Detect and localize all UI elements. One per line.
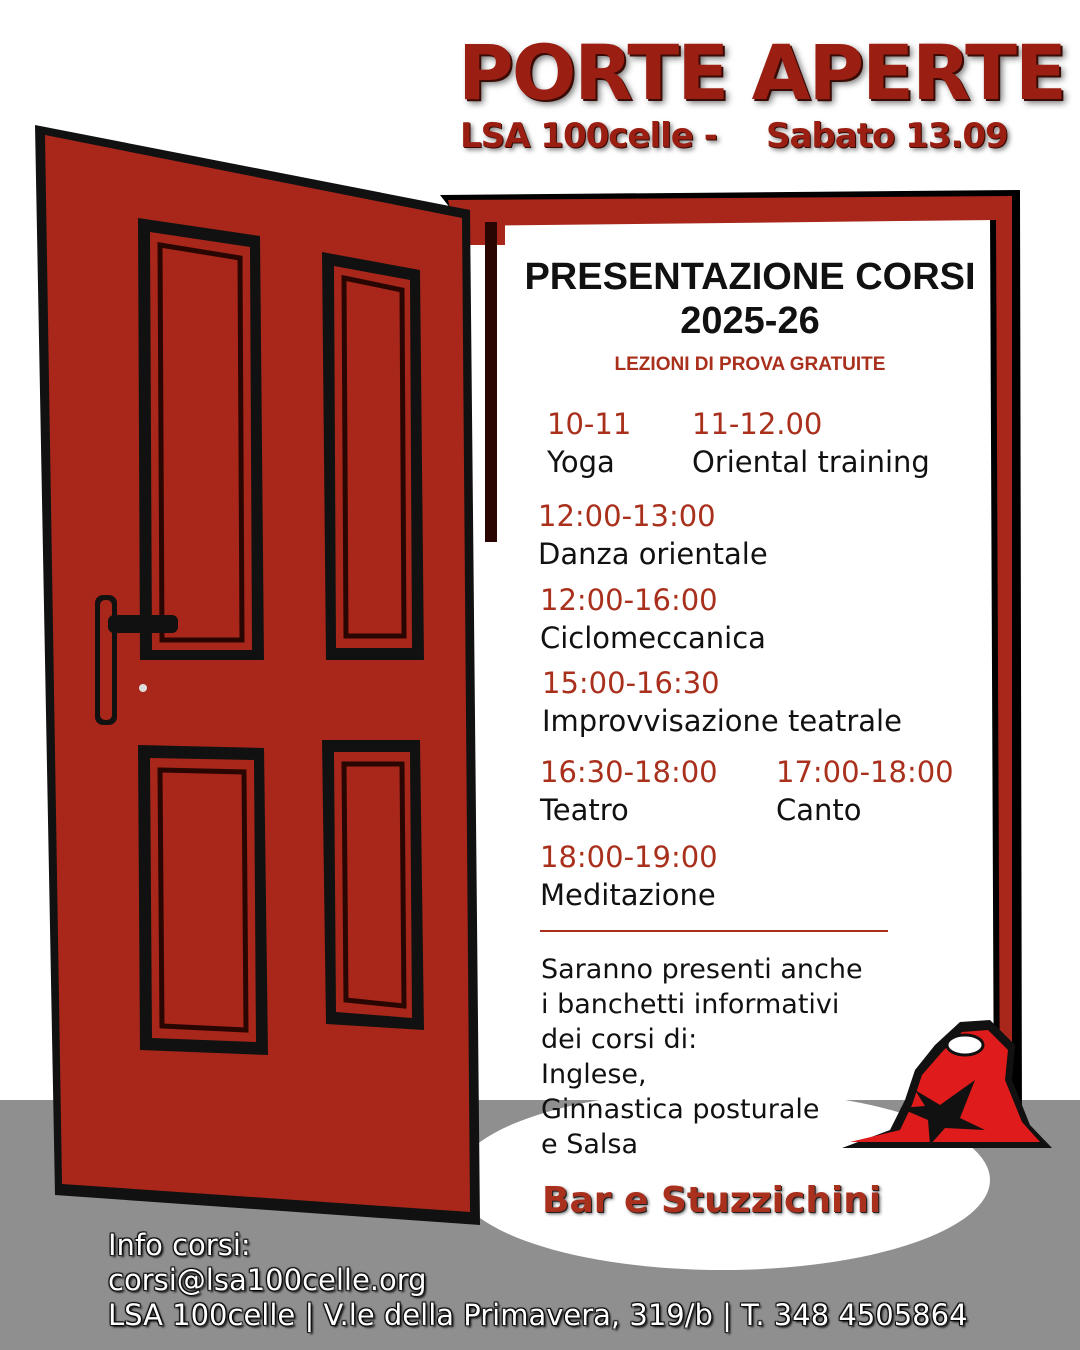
footer-info-label: Info corsi: [108,1228,251,1262]
schedule-slot-canto [776,754,954,830]
panel-year: 2025-26 [680,300,820,342]
door-leaf [35,125,480,1225]
slot-course: Ciclomeccanica [540,621,766,655]
divider [540,930,888,932]
schedule-slot-improvvisazione [542,665,902,741]
slot-course: Danza orientale [538,537,768,571]
info-line: dei corsi di: [541,1024,698,1055]
slot-course: Oriental training [692,445,930,479]
slot-time: 10-11 [547,407,632,441]
slot-time: 12:00-13:00 [538,499,716,533]
slot-course: Canto [776,793,862,827]
slot-time: 11-12.00 [692,407,823,441]
slot-time: 18:00-19:00 [540,840,718,874]
footer [108,1228,1068,1333]
slot-time: 15:00-16:30 [542,666,720,700]
panel-subtitle: LEZIONI DI PROVA GRATUITE [614,354,886,375]
panel-title: PRESENTAZIONE CORSI [524,256,976,298]
schedule-slot-oriental-training [692,406,930,482]
footer-address: LSA 100celle | V.le della Primavera, 319/b | T. 348 4505864 [108,1298,968,1332]
slot-course: Meditazione [540,878,716,912]
schedule-slot-teatro [540,754,718,830]
venue-label: LSA 100celle - [460,116,717,156]
info-line: Ginnastica posturale [541,1094,820,1125]
slot-time: 12:00-16:00 [540,583,718,617]
schedule-slot-ciclomeccanica [540,582,766,658]
info-line: Saranno presenti anche [541,954,863,985]
schedule-slot-danza-orientale [538,498,768,574]
info-stands-block [541,952,941,1162]
slot-course: Improvvisazione teatrale [542,704,902,738]
info-line: Inglese, [541,1059,647,1090]
info-line: e Salsa [541,1129,638,1160]
slot-course: Yoga [547,445,615,479]
schedule-slot-meditazione [540,839,718,915]
slot-time: 17:00-18:00 [776,755,954,789]
slot-time: 16:30-18:00 [540,755,718,789]
schedule-slot-yoga [547,406,631,482]
event-title: PORTE APERTE [458,28,1065,117]
slot-course: Teatro [540,793,629,827]
event-date: Sabato 13.09 [766,116,1008,156]
info-line: i banchetti informativi [541,989,840,1020]
bar-label: Bar e Stuzzichini [542,1180,882,1221]
footer-email: corsi@lsa100celle.org [108,1263,427,1297]
